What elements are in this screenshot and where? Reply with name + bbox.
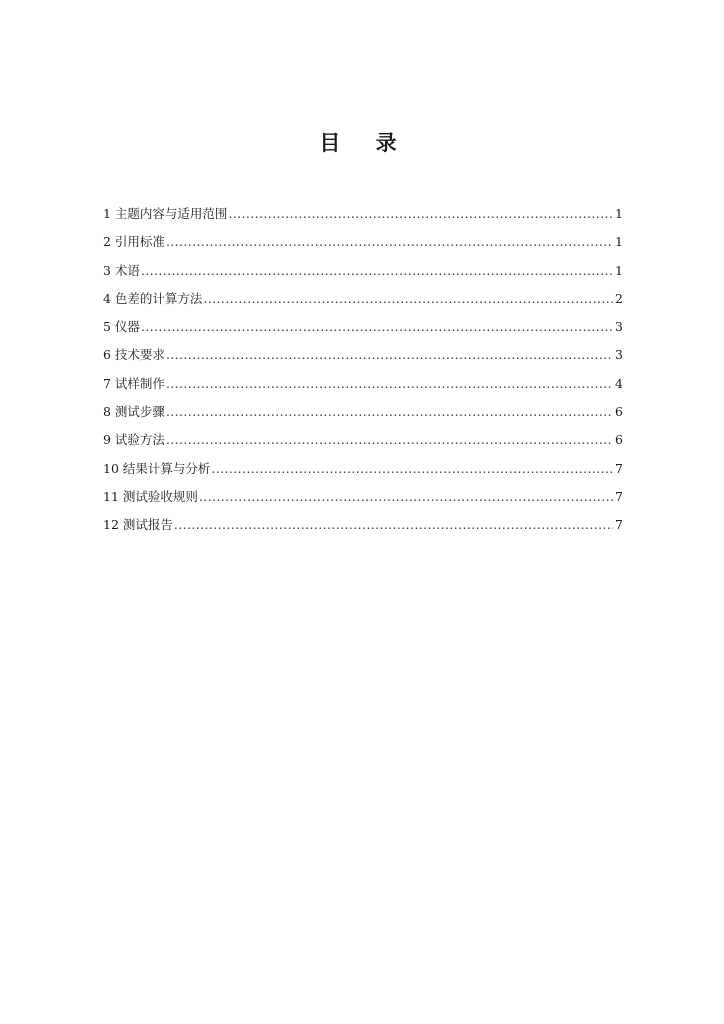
toc-entry[interactable] [103, 458, 623, 486]
toc-entry-label: 9 试验方法 [103, 432, 165, 448]
dot-leader [203, 288, 613, 310]
dot-leader [166, 373, 613, 395]
dot-leader [166, 429, 613, 451]
toc-entry-page: 2 [615, 290, 623, 306]
toc-entry-label: 3 术语 [103, 262, 140, 278]
toc-entry[interactable] [103, 203, 623, 231]
toc-entry[interactable] [103, 260, 623, 288]
dot-leader [174, 514, 613, 536]
toc-entry-label: 5 仪器 [103, 319, 140, 335]
dot-leader [166, 231, 613, 253]
dot-leader [141, 316, 613, 338]
toc-entry[interactable] [103, 316, 623, 344]
dot-leader [141, 260, 613, 282]
toc-entry[interactable] [103, 373, 623, 401]
toc-entry-label: 1 主题内容与适用范围 [103, 206, 228, 221]
dot-leader [199, 486, 613, 508]
dot-leader [166, 401, 613, 423]
toc-entry-page: 7 [615, 517, 623, 533]
toc-entry[interactable] [103, 514, 623, 542]
toc-entry-label: 12 测试报告 [103, 517, 173, 533]
dot-leader [166, 344, 613, 366]
toc-entry-label: 4 色差的计算方法 [103, 290, 203, 306]
toc-entry-label: 7 试样制作 [103, 375, 165, 391]
toc-entry-page: 7 [615, 488, 623, 504]
table-of-contents [103, 203, 623, 543]
page-title: 目 录 [319, 130, 411, 155]
toc-entry-label: 11 测试验收规则 [103, 488, 198, 504]
toc-entry-page: 1 [615, 262, 623, 278]
toc-entry-page: 6 [615, 404, 623, 420]
toc-entry-label: 10 结果计算与分析 [103, 460, 211, 476]
toc-entry-page: 3 [615, 319, 623, 335]
toc-entry-page: 1 [615, 206, 623, 221]
toc-entry-page: 4 [615, 375, 623, 391]
toc-entry[interactable] [103, 231, 623, 259]
toc-entry-page: 7 [615, 460, 623, 476]
dot-leader [228, 203, 613, 225]
toc-entry-label: 6 技术要求 [103, 347, 165, 363]
toc-entry-label: 8 测试步骤 [103, 404, 165, 420]
toc-entry-page: 3 [615, 347, 623, 363]
toc-entry[interactable] [103, 344, 623, 372]
toc-entry[interactable] [103, 401, 623, 429]
toc-entry-page: 6 [615, 432, 623, 448]
toc-entry-label: 2 引用标准 [103, 234, 165, 250]
toc-entry-page: 1 [615, 234, 623, 250]
toc-entry[interactable] [103, 288, 623, 316]
toc-entry[interactable] [103, 429, 623, 457]
dot-leader [211, 458, 613, 480]
toc-entry[interactable] [103, 486, 623, 514]
